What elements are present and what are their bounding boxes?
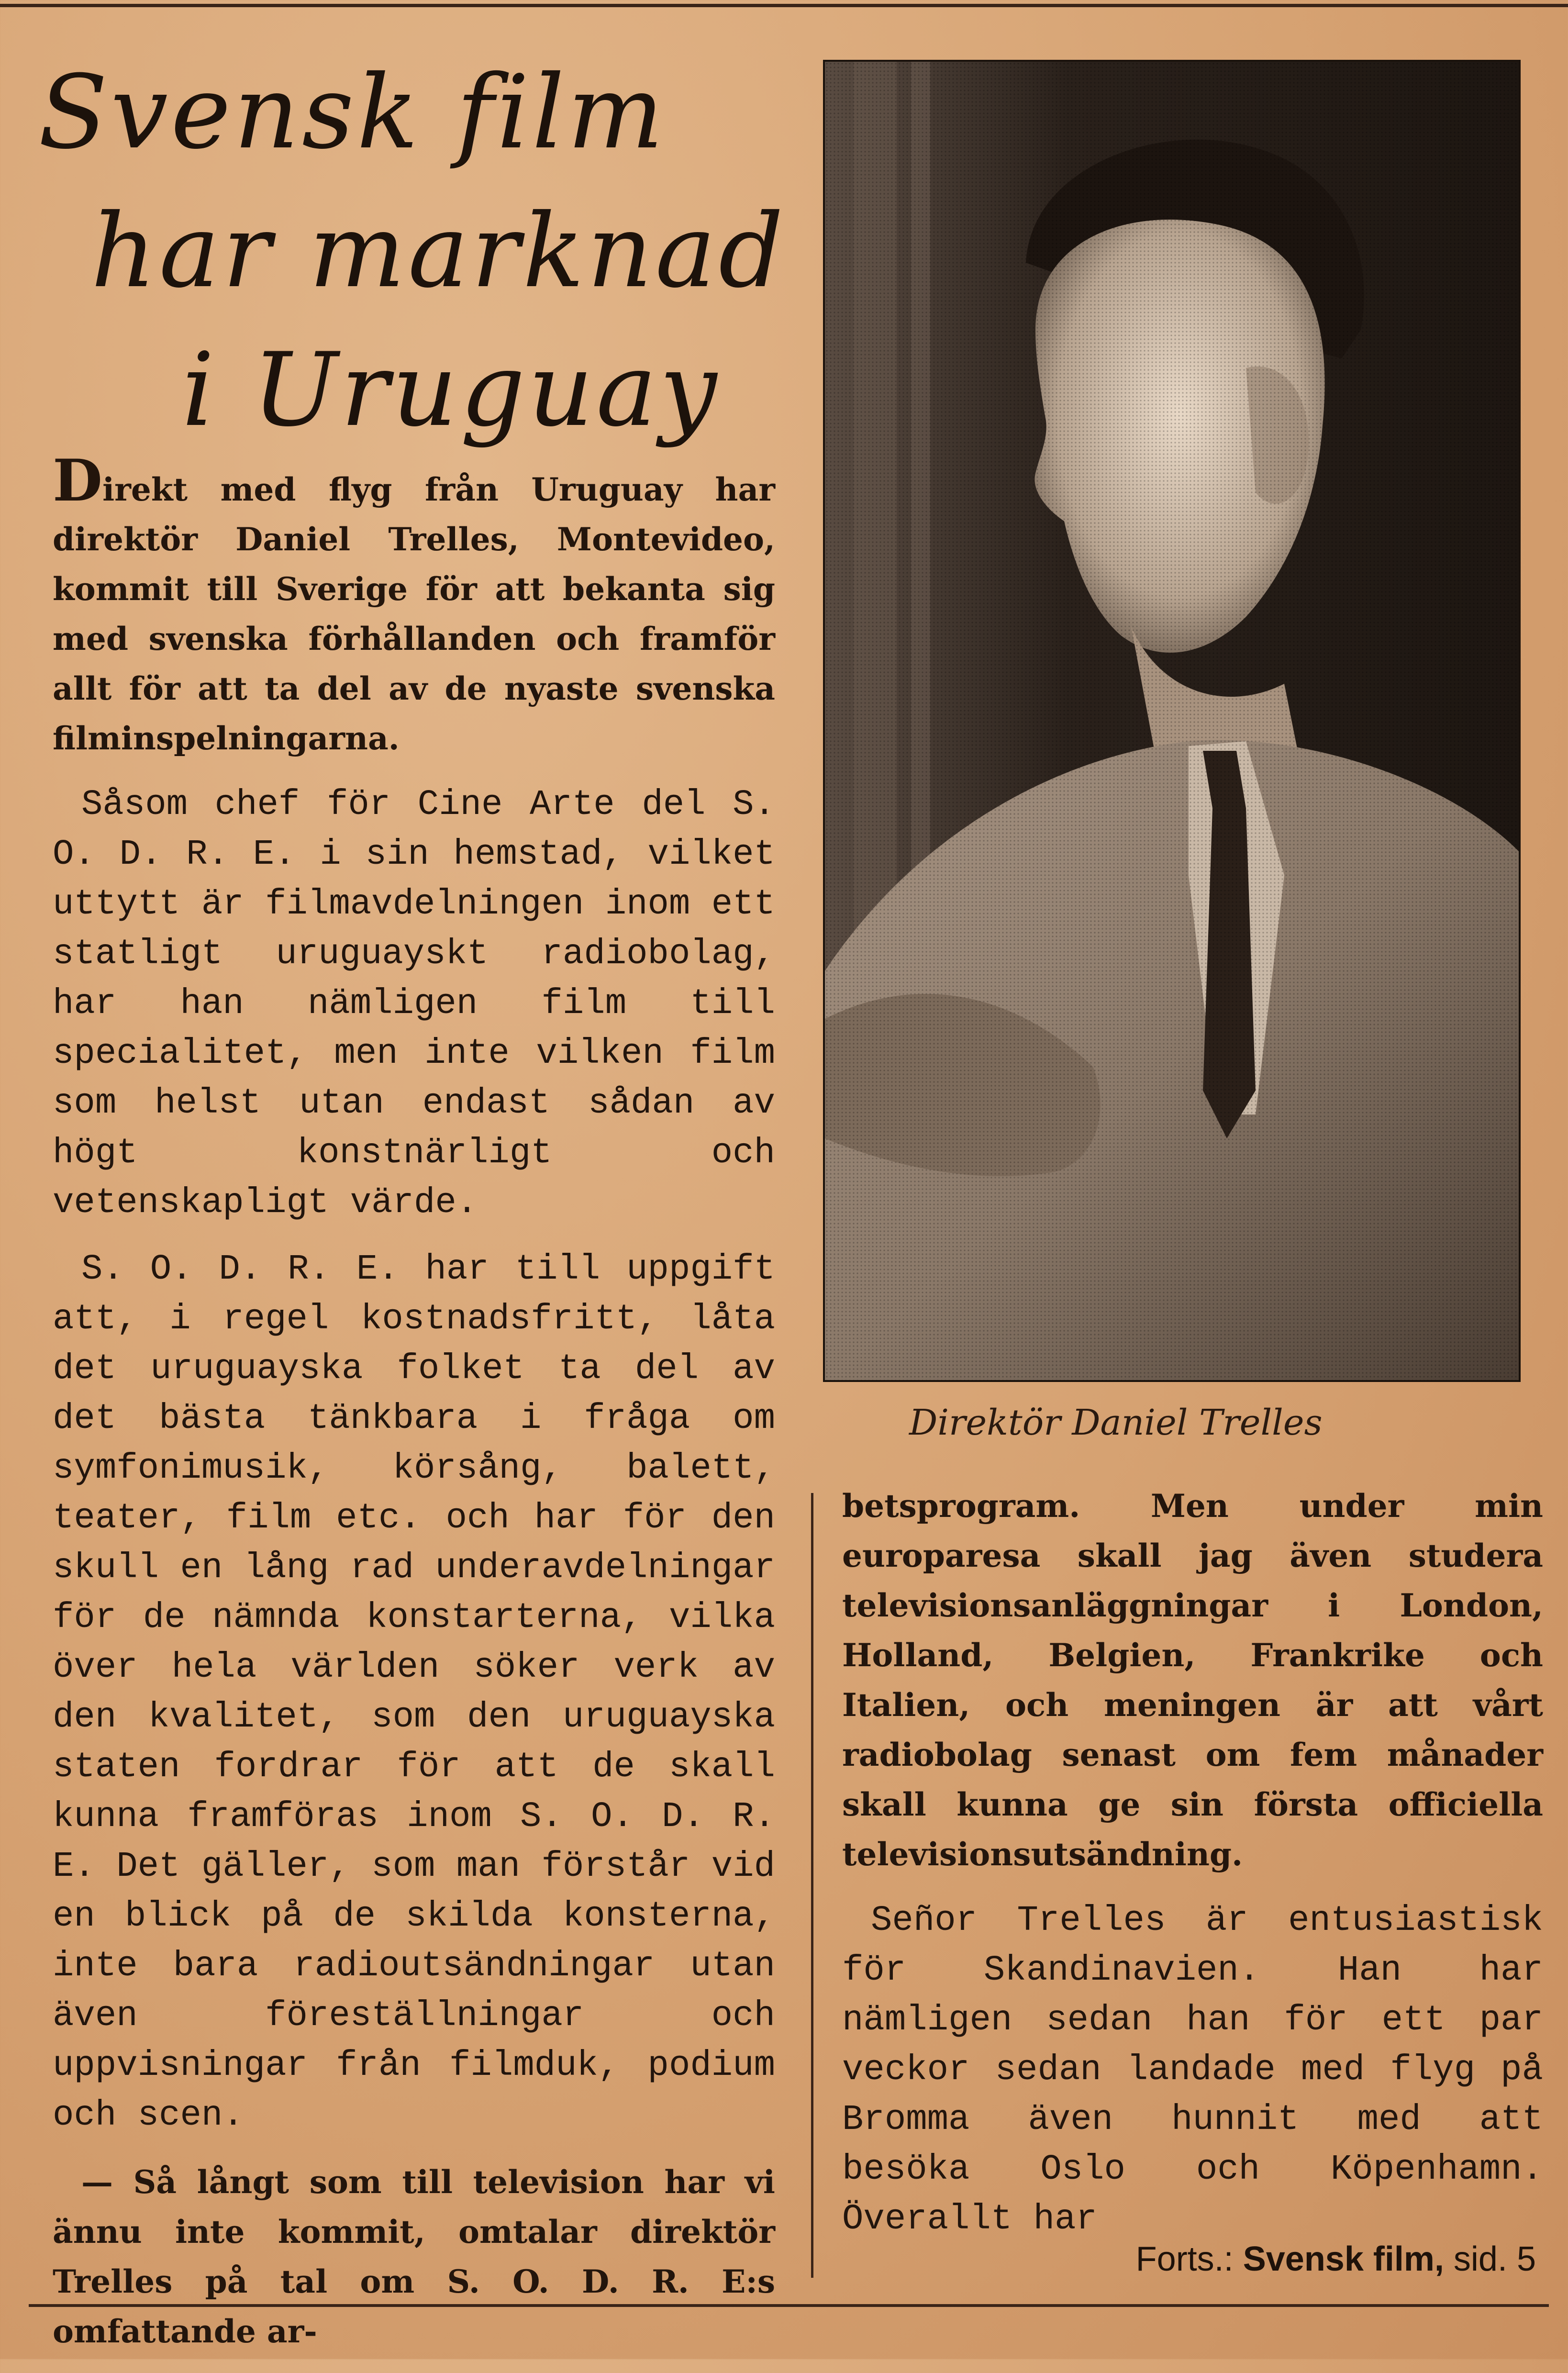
top-rule xyxy=(0,4,1568,7)
photo-caption: Direktör Daniel Trelles xyxy=(909,1402,1323,1443)
body-paragraph-2: S. O. D. R. E. har till uppgift att, i regel kostnadsfritt, låta det uruguayska folket ta del av det bästa tänkbara i fråga om symfonimusik, körsång, balett, teater, film etc. och har för den skull en lång rad underavdelningar för de nämnda konstarterna, vilka över hela världen söker verk av den kvalitet, som den uruguayska staten fordrar för att de skall kunna framföras inom S. O. D. R. E. Det gäller, som man förstår vid en blick på de skilda konsterna, inte bara radioutsändningar utan även föreställningar och uppvisningar från filmduk, podium och scen. xyxy=(53,1249,775,2136)
continuation-prefix: Forts.: xyxy=(1135,2240,1234,2278)
headline-line-1: Svensk film xyxy=(38,53,667,171)
lead-paragraph xyxy=(53,447,775,763)
body-paragraph-1: Såsom chef för Cine Arte del S. O. D. R. E. i sin hemstad, vilket uttytt är filmavdelningen inom ett statligt uruguayskt radiobolag, har han nämligen film till specialitet, men inte vilken film som helst utan endast sådan av högt konstnärligt och vetenskapligt värde. xyxy=(53,785,775,1223)
headline xyxy=(38,43,785,459)
portrait-image xyxy=(825,62,1519,1380)
continuation-page: sid. 5 xyxy=(1453,2240,1536,2278)
column-divider xyxy=(811,1493,813,2278)
headline-line-3: i Uruguay xyxy=(182,331,720,449)
right-paragraph-2: Señor Trelles är entusiastisk för Skandinavien. Han har nämligen sedan han för ett par veckor sedan landade med flyg på Bromma även hunnit med att besöka Oslo och Köpenhamn. Överallt har xyxy=(842,1901,1543,2239)
headline-line-2: har marknad xyxy=(91,192,787,310)
lead-text: irekt med flyg från Uruguay har direktör Daniel Trelles, Montevideo, kommit till Sverige för att bekanta sig med svenska förhållanden och framför allt för att ta del av de nyaste svenska filminspelningarna. xyxy=(53,471,775,757)
left-column xyxy=(53,447,775,2373)
right-paragraph-1: betsprogram. Men under min europaresa skall jag även studera televisionsanläggningar i London, Holland, Belgien, Frankrike och Italien, och meningen är att vårt radiobolag senast om fem månader skall kunna ge sin första officiella televisionsutsändning. xyxy=(842,1487,1543,1873)
continuation-title: Svensk film, xyxy=(1243,2240,1444,2278)
right-column xyxy=(842,1481,1543,2261)
bottom-rule xyxy=(29,2304,1549,2307)
portrait-photo xyxy=(823,60,1521,1382)
quote-paragraph: — Så långt som till television har vi ännu inte kommit, omtalar direktör Trelles på tal om S. O. D. R. E:s omfattande ar- xyxy=(53,2163,775,2350)
continuation-note xyxy=(981,2239,1536,2279)
drop-cap: D xyxy=(53,447,103,514)
